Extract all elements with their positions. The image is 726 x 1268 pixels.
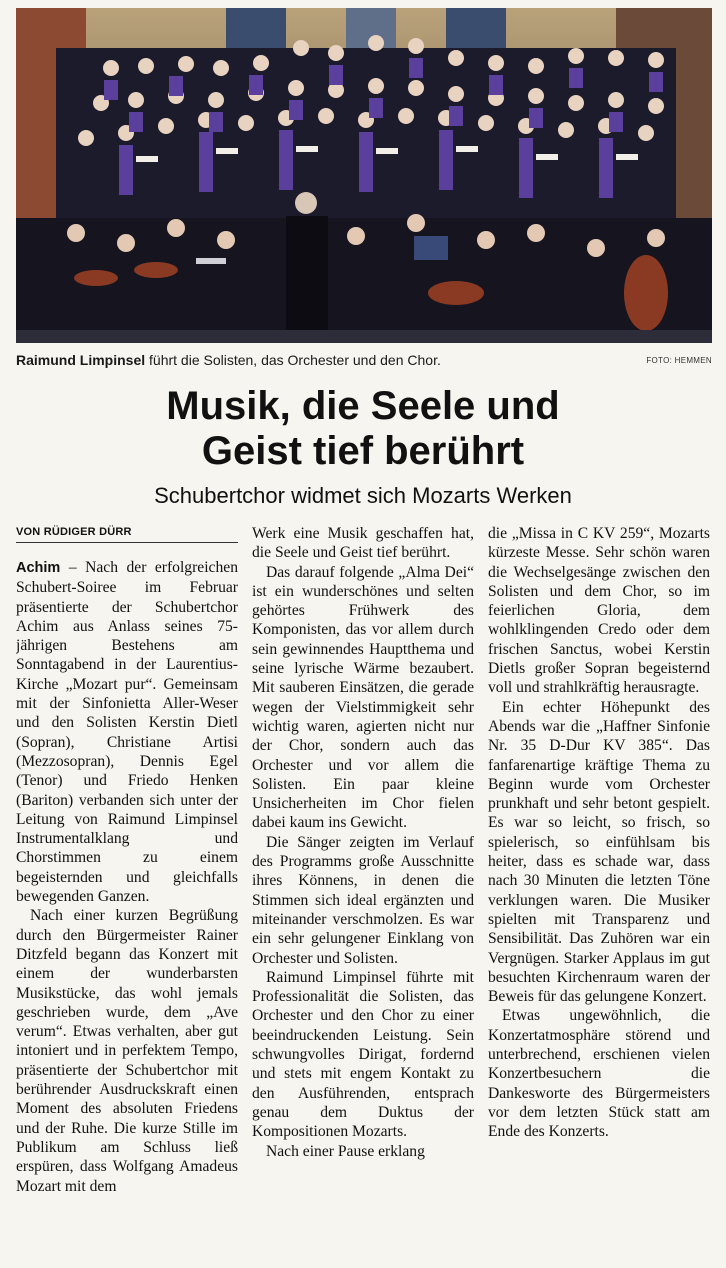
paragraph: Nach einer kurzen Begrüßung durch den Bürgermeister Rainer Ditzfeld begann das Konzert mit einem der wunderbarsten Musikstücke, das wohl jemals geschrieben wurde, dem „Ave verum“. Etwas verhalten, aber gut intoniert und in perfektem Tempo, präsentierte der Schubertchor mit berührender Ausdruckskraft einen Moment des absoluten Friedens und der Ruhe. Die kurze Stille im Publikum am Schluss ließ erspüren, dass Wolfgang Amadeus Mozart mit dem [16, 907, 238, 1195]
paragraph: Nach einer Pause erklang [266, 1142, 425, 1160]
concert-photo-illustration [16, 8, 712, 343]
headline [0, 384, 726, 474]
headline-line-2: Geist tief berührt [201, 429, 525, 473]
paragraph-text: – Nach der erfolgreichen Schubert-Soiree im Februar präsentierte der Schubertchor Achim aus Anlass seines 75-jährigen Bestehens am Sonntagabend in der Laurentius-Kirche „Mozart pur“. Gemeinsam mit der Sinfonietta Aller-Weser und den Solisten Kerstin Dietl (Sopran), Christiane Artisi (Mezzosopran), Dennis Egel (Tenor) und Friedo Henken (Bariton) verbanden sich unter der Leitung von Raimund Limpinsel Instrumentalklang und Chorstimmen zu einem begeisternden und gleichfalls bewegenden Ganzen. [16, 559, 238, 906]
paragraph: die „Missa in C KV 259“, Mozarts kürzeste Messe. Sehr schön waren die Wechselgesänge zwischen den Solisten und dem Chor, so im feierlichen Gloria, dem wohlklingenden Credo oder dem frischen Sanctus, wobei Kerstin Dietls großer Sopran begeisternd voll und strahlkräftig herausragte. [488, 525, 710, 697]
article-column-3 [488, 524, 710, 1224]
caption-text: führt die Solisten, das Orchester und den Chor. [145, 352, 441, 368]
article-column-2 [252, 524, 474, 1224]
paragraph: Werk eine Musik geschaffen hat, die Seele und Geist tief berührt. [252, 525, 474, 562]
headline-line-1: Musik, die Seele und [166, 384, 560, 428]
paragraph: Ein echter Höhepunkt des Abends war die „Haffner Sinfonie Nr. 35 D-Dur KV 385“. Das fanfarenartige kräftige Thema zu Beginn wurde vom Orchester prunkhaft und sehr betont gespielt. Es war so leicht, so frisch, so spielerisch, so einfühlsam bis heiter, dass es schade war, dass nach 30 Minuten die letzten Töne verklungen waren. Die Musiker spielten mit Transparenz und Sensibilität. Das Zuhören war ein Vergnügen. Starker Applaus im gut besuchten Kirchenraum waren der Beweis für das gelungene Konzert. [488, 698, 710, 1006]
paragraph: Etwas ungewöhnlich, die Konzertatmosphäre störend und unterbrechend, erschienen vielen Konzertbesuchern die Dankesworte des Bürgermeisters vor dem letzten Stück statt am Ende des Konzerts. [488, 1007, 710, 1141]
paragraph: Das darauf folgende „Alma Dei“ ist ein wunderschönes und selten gehörtes Frühwerk des Komponisten, das vor allem durch sein gewinnendes Hauptthema und seine lyrische Wärme bezaubert. Mit sauberen Einsätzen, die gerade wegen der Vielstimmigkeit sehr wichtig waren, agierten nicht nur der Chor, sondern auch das Orchester und vor allem die Solisten. Ein paar kleine Unsicherheiten im Chor fielen dabei kaum ins Gewicht. [252, 563, 474, 832]
concert-photo [16, 8, 712, 343]
article-column-1 [16, 558, 238, 1258]
lead-place: Achim [16, 560, 61, 576]
subheadline: Schubertchor widmet sich Mozarts Werken [154, 483, 572, 508]
paragraph [16, 558, 238, 906]
paragraph: Raimund Limpinsel führte mit Professionalität die Solisten, das Orchester und den Chor zu einer beeindruckenden Leistung. Sein schwungvolles Dirigat, fordernd und stets mit engem Kontakt zu den Ausführenden, entsprach genau dem Duktus der Kompositionen Mozarts. [252, 968, 474, 1141]
photo-caption [16, 350, 712, 370]
byline: VON RÜDIGER DÜRR [16, 526, 238, 543]
paragraph: Die Sänger zeigten im Verlauf des Programms große Ausschnitte ihres Könnens, in denen die Stimmen sich ideal ergänzten und miteinander verschmolzen. Es war ein sehr gelungener Einklang von Orchester und Solisten. [252, 833, 474, 967]
caption-name: Raimund Limpinsel [16, 352, 146, 368]
photo-credit: FOTO: HEMMEN [646, 356, 712, 365]
